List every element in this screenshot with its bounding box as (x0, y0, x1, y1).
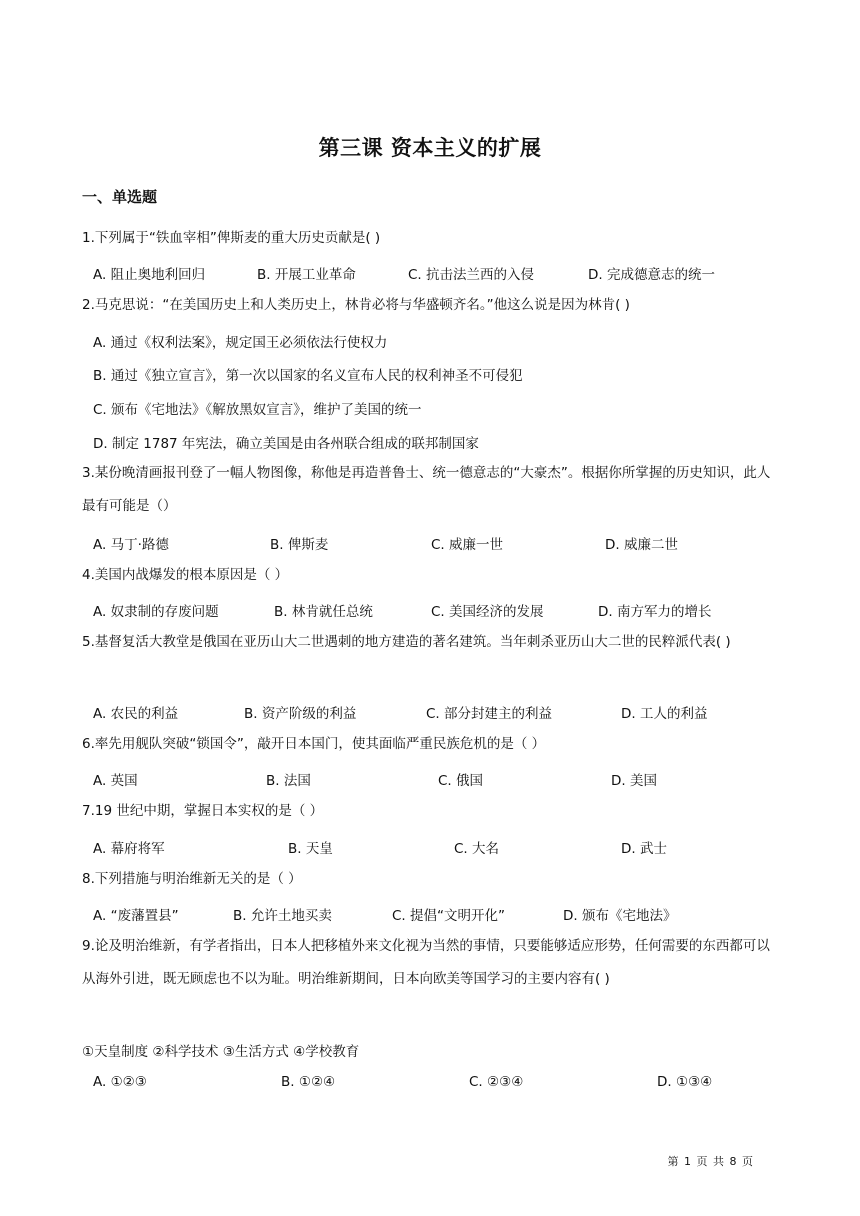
option-c: C. 提倡“文明开化” (392, 908, 505, 924)
question-1-stem: 1.下列属于“铁血宰相”俾斯麦的重大历史贡献是( ) (82, 230, 381, 246)
option-b: B. 开展工业革命 (257, 267, 356, 283)
question-7-options (93, 837, 783, 859)
option-c: C. 颁布《宅地法》《解放黑奴宣言》，维护了美国的统一 (93, 402, 422, 418)
option-b: B. 通过《独立宣言》，第一次以国家的名义宣布人民的权利神圣不可侵犯 (93, 368, 523, 384)
question-5-options (93, 702, 783, 724)
option-b: B. 天皇 (288, 841, 333, 857)
option-c: C. 威廉一世 (431, 537, 504, 553)
question-1-options (93, 263, 783, 285)
question-9-items: ①天皇制度 ②科学技术 ③生活方式 ④学校教育 (82, 1044, 360, 1060)
option-a: A. 农民的利益 (93, 706, 179, 722)
option-a: A. 马丁·路德 (93, 537, 169, 553)
question-2-stem: 2.马克思说：“在美国历史上和人类历史上，林肯必将与华盛顿齐名。”他这么说是因为林肯( ) (82, 297, 630, 313)
option-a: A. 通过《权利法案》，规定国王必须依法行使权力 (93, 335, 388, 351)
option-b: B. 俾斯麦 (270, 537, 329, 553)
option-b: B. 资产阶级的利益 (244, 706, 357, 722)
section-heading: 一、单选题 (82, 188, 158, 206)
option-b: B. 法国 (266, 773, 311, 789)
option-a: A. 幕府将军 (93, 841, 165, 857)
option-a: A. 奴隶制的存废问题 (93, 604, 219, 620)
option-d: D. 颁布《宅地法》 (563, 908, 677, 924)
question-8-stem: 8.下列措施与明治维新无关的是（ ） (82, 871, 302, 887)
option-b: B. ①②④ (281, 1074, 336, 1090)
option-c: C. 俄国 (438, 773, 484, 789)
question-9-stem: 9.论及明治维新，有学者指出，日本人把移植外来文化视为当然的事情，只要能够适应形势，任何需要的东西都可以从海外引进，既无顾虑也不以为耻。明治维新期间，日本向欧美等国学习的主要内容有( ) (82, 938, 770, 987)
question-6-options (93, 769, 783, 791)
question-7-stem: 7.19 世纪中期，掌握日本实权的是（ ） (82, 803, 324, 819)
question-5-stem: 5.基督复活大教堂是俄国在亚历山大二世遇刺的地方建造的著名建筑。当年刺杀亚历山大二世的民粹派代表( ) (82, 634, 731, 650)
option-d: D. 工人的利益 (621, 706, 708, 722)
option-d: D. 威廉二世 (605, 537, 678, 553)
option-c: C. 部分封建主的利益 (426, 706, 553, 722)
option-c: C. ②③④ (469, 1074, 524, 1090)
page-title: 第三课 资本主义的扩展 (318, 136, 542, 160)
option-c: C. 美国经济的发展 (431, 604, 544, 620)
question-9-options (93, 1074, 783, 1096)
option-d: D. 南方军力的增长 (598, 604, 712, 620)
page-number-footer: 第 1 页 共 8 页 (667, 1155, 754, 1168)
question-6-stem: 6.率先用舰队突破“锁国令”，敲开日本国门，使其面临严重民族危机的是（ ） (82, 736, 546, 752)
option-d: D. ①③④ (657, 1074, 713, 1090)
question-4-stem: 4.美国内战爆发的根本原因是（ ） (82, 567, 289, 583)
question-3-stem: 3.某份晚清画报刊登了一幅人物图像，称他是再造普鲁士、统一德意志的“大豪杰”。根据你所掌握的历史知识，此人最有可能是（） (82, 465, 771, 514)
option-d: D. 制定 1787 年宪法，确立美国是由各州联合组成的联邦制国家 (93, 436, 479, 452)
option-b: B. 林肯就任总统 (274, 604, 373, 620)
option-c: C. 大名 (454, 841, 500, 857)
option-d: D. 武士 (621, 841, 667, 857)
option-a: A. “废藩置县” (93, 908, 179, 924)
option-c: C. 抗击法兰西的入侵 (408, 267, 535, 283)
option-a: A. ①②③ (93, 1074, 147, 1090)
option-d: D. 美国 (611, 773, 657, 789)
option-d: D. 完成德意志的统一 (588, 267, 715, 283)
question-4-options (93, 600, 783, 622)
option-a: A. 英国 (93, 773, 138, 789)
option-b: B. 允许土地买卖 (233, 908, 332, 924)
question-8-options (93, 904, 783, 926)
question-3-options (93, 533, 783, 555)
option-a: A. 阻止奥地利回归 (93, 267, 206, 283)
